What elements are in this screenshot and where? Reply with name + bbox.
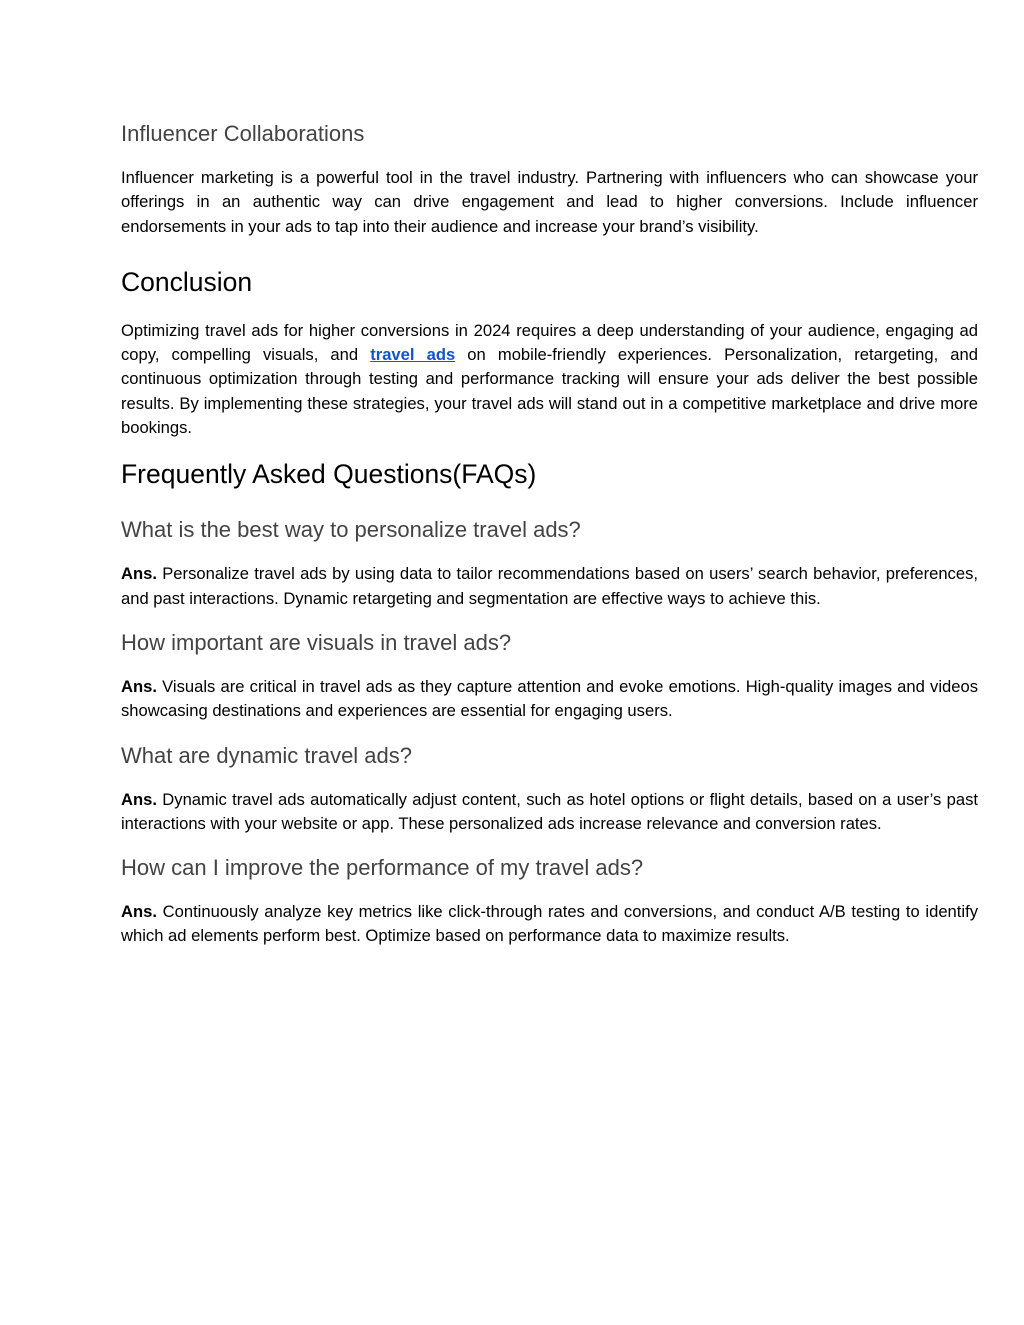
conclusion-text-after-link: on mobile-friendly experiences. Personalization, retargeting, and continuous optimization through testing and performance tracking will ensure your ads deliver the best possible results. By implementing these strategies, your travel ads will stand out in a competitive marketplace and drive more bookings. (121, 345, 978, 438)
faq-answer-text: Personalize travel ads by using data to tailor recommendations based on users’ search behavior, preferences, and past interactions. Dynamic retargeting and segmentation are effective ways to achieve this. (121, 564, 978, 608)
answer-label: Ans. (121, 902, 157, 922)
answer-label: Ans. (121, 564, 157, 584)
faq-question: What are dynamic travel ads? (121, 742, 413, 768)
answer-label: Ans. (121, 676, 157, 696)
faq-answer-text: Continuously analyze key metrics like click-through rates and conversions, and conduct A/B testing to identify which ad elements perform best. Optimize based on performance data to maximize results. (121, 902, 978, 946)
paragraph-influencer-collaborations: Influencer marketing is a powerful tool in the travel industry. Partnering with influencers who can showcase your offerings in an authentic way can drive engagement and lead to higher conversions. Include influencer endorsements in your ads to tap into their audience and increase your brand’s visibility. (121, 168, 978, 236)
conclusion-text-before-link: Optimizing travel ads for higher conversions in 2024 requires a deep understanding of your audience, engaging ad copy, compelling visuals, and (121, 320, 978, 365)
faq-answer (121, 562, 978, 611)
section-heading-conclusion: Conclusion (121, 266, 253, 297)
faq-question: How can I improve the performance of my travel ads? (121, 855, 644, 881)
faq-answer (121, 900, 978, 949)
faq-question: How important are visuals in travel ads? (121, 629, 512, 655)
paragraph-conclusion (121, 319, 978, 440)
faq-answer-text: Dynamic travel ads automatically adjust content, such as hotel options or flight details, based on a user’s past interactions with your website or app. These personalized ads increase relevance and conversion rates. (121, 789, 978, 833)
faq-question: What is the best way to personalize travel ads? (121, 517, 581, 543)
faq-answer-text: Visuals are critical in travel ads as they capture attention and evoke emotions. High-quality images and videos showcasing destinations and experiences are essential for engaging users. (121, 676, 978, 721)
section-heading-faqs: Frequently Asked Questions(FAQs) (121, 459, 537, 490)
faq-answer (121, 675, 978, 724)
travel-ads-link[interactable]: travel ads (370, 345, 456, 365)
page-content (121, 118, 978, 949)
faq-answer (121, 788, 978, 837)
answer-label: Ans. (121, 789, 157, 809)
section-heading-influencer-collaborations: Influencer Collaborations (121, 121, 365, 146)
